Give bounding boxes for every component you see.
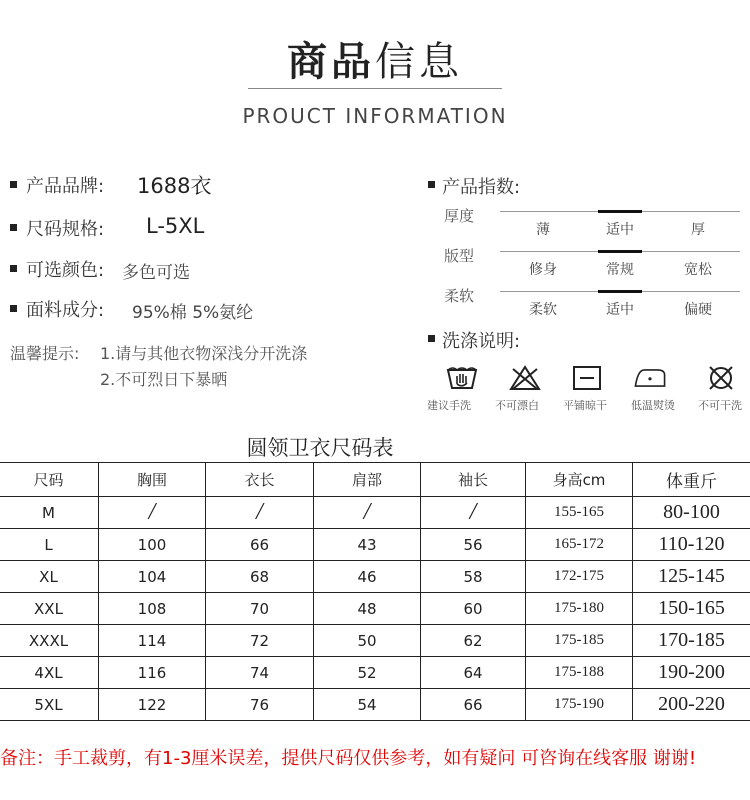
table-row: [0, 689, 750, 721]
title-bold: 商品: [287, 39, 375, 85]
tips-label: 温馨提示:: [10, 344, 80, 363]
table-cell: 114: [99, 625, 206, 657]
table-cell: 80-100: [633, 497, 750, 529]
header-shoulder: 肩部: [314, 463, 421, 497]
page-title: [0, 30, 750, 87]
table-cell: 66: [206, 529, 314, 561]
brand-label: 产品品牌:: [26, 176, 105, 197]
wash-label: 不可漂白: [495, 399, 539, 412]
index-selected-marker: [598, 210, 642, 213]
index-option: 偏硬: [684, 302, 712, 318]
table-cell: 66: [421, 689, 526, 721]
table-cell: M: [0, 497, 99, 529]
footer-note: 备注：手工裁剪，有1-3厘米误差，提供尺码仅供参考，如有疑问 可咨询在线客服 谢谢!: [0, 748, 697, 769]
index-option: 柔软: [529, 302, 557, 318]
table-cell: 190-200: [633, 657, 750, 689]
bullet-icon: [10, 181, 17, 188]
table-cell: 62: [421, 625, 526, 657]
table-row: [0, 593, 750, 625]
table-cell: 165-172: [526, 529, 633, 561]
size-spec-label: 尺码规格:: [26, 219, 105, 240]
no-tumble-dry-icon: [704, 364, 738, 392]
table-cell: 122: [99, 689, 206, 721]
bullet-icon: [10, 305, 17, 312]
index-option: 薄: [536, 222, 550, 238]
table-cell: 5XL: [0, 689, 99, 721]
table-row: [0, 625, 750, 657]
table-cell: 72: [206, 625, 314, 657]
table-cell: 60: [421, 593, 526, 625]
wash-label: 平铺晾干: [563, 399, 607, 412]
no-bleach-icon: [508, 364, 542, 392]
table-cell: 100: [99, 529, 206, 561]
header-height: 身高cm: [526, 463, 633, 497]
table-row: [0, 529, 750, 561]
table-cell: 172-175: [526, 561, 633, 593]
header-size: 尺码: [0, 463, 99, 497]
table-cell: 200-220: [633, 689, 750, 721]
table-cell: /: [206, 497, 314, 529]
bullet-icon: [10, 224, 17, 231]
header-chest: 胸围: [99, 463, 206, 497]
table-cell: 175-190: [526, 689, 633, 721]
index-row-label: 柔软: [444, 287, 475, 305]
header-weight: 体重斤: [633, 463, 750, 497]
size-spec-value: L-5XL: [146, 214, 205, 238]
table-row: [0, 497, 750, 529]
table-cell: 58: [421, 561, 526, 593]
table-cell: XXL: [0, 593, 99, 625]
bullet-icon: [428, 335, 435, 342]
table-cell: 54: [314, 689, 421, 721]
table-cell: XL: [0, 561, 99, 593]
page-subtitle: PROUCT INFORMATION: [242, 104, 508, 128]
index-row-label: 厚度: [444, 207, 475, 225]
table-cell: 175-188: [526, 657, 633, 689]
size-table-title: 圆领卫衣尺码表: [246, 436, 394, 460]
table-cell: L: [0, 529, 99, 561]
table-cell: 4XL: [0, 657, 99, 689]
table-cell: 110-120: [633, 529, 750, 561]
index-option: 修身: [529, 262, 557, 278]
title-rest: 信息: [375, 39, 463, 85]
index-selected-marker: [598, 290, 642, 293]
fabric-label: 面料成分:: [26, 300, 105, 321]
table-cell: 104: [99, 561, 206, 593]
table-cell: 175-180: [526, 593, 633, 625]
brand-value: 1688衣: [137, 174, 212, 198]
table-cell: 125-145: [633, 561, 750, 593]
table-cell: 46: [314, 561, 421, 593]
index-option: 常规: [606, 262, 634, 278]
table-header-row: [0, 463, 750, 497]
title-divider: [248, 88, 502, 89]
index-row-label: 版型: [444, 247, 475, 265]
index-option: 适中: [606, 302, 634, 318]
index-option: 厚: [691, 222, 705, 238]
table-cell: 170-185: [633, 625, 750, 657]
table-cell: 48: [314, 593, 421, 625]
wash-label: 低温熨烫: [631, 399, 675, 412]
table-cell: 64: [421, 657, 526, 689]
table-cell: /: [99, 497, 206, 529]
wash-label: 建议手洗: [427, 399, 471, 412]
color-value: 多色可选: [122, 263, 190, 283]
table-cell: 74: [206, 657, 314, 689]
table-cell: 68: [206, 561, 314, 593]
table-cell: 43: [314, 529, 421, 561]
table-cell: 108: [99, 593, 206, 625]
index-heading: 产品指数:: [442, 177, 521, 198]
table-cell: 50: [314, 625, 421, 657]
size-table: [0, 462, 750, 721]
washing-heading: 洗涤说明:: [442, 331, 521, 352]
wash-label: 不可干洗: [698, 399, 742, 412]
color-label: 可选颜色:: [26, 260, 105, 281]
bullet-icon: [10, 265, 17, 272]
table-cell: XXXL: [0, 625, 99, 657]
table-cell: 175-185: [526, 625, 633, 657]
table-cell: 70: [206, 593, 314, 625]
index-option: 宽松: [684, 262, 712, 278]
header-length: 衣长: [206, 463, 314, 497]
flat-dry-icon: [570, 364, 604, 392]
bullet-icon: [428, 181, 435, 188]
table-cell: /: [314, 497, 421, 529]
table-row: [0, 657, 750, 689]
tips-line-2: 2.不可烈日下暴晒: [100, 370, 228, 389]
table-cell: 56: [421, 529, 526, 561]
table-cell: 155-165: [526, 497, 633, 529]
header-sleeve: 袖长: [421, 463, 526, 497]
table-cell: 52: [314, 657, 421, 689]
table-cell: 116: [99, 657, 206, 689]
index-option: 适中: [606, 222, 634, 238]
table-row: [0, 561, 750, 593]
index-selected-marker: [598, 250, 642, 253]
tips-line-1: 1.请与其他衣物深浅分开洗涤: [100, 344, 308, 363]
table-cell: 150-165: [633, 593, 750, 625]
table-cell: 76: [206, 689, 314, 721]
table-cell: /: [421, 497, 526, 529]
fabric-value: 95%棉 5%氨纶: [132, 303, 254, 323]
hand-wash-icon: [445, 364, 479, 392]
low-iron-icon: [633, 364, 667, 392]
